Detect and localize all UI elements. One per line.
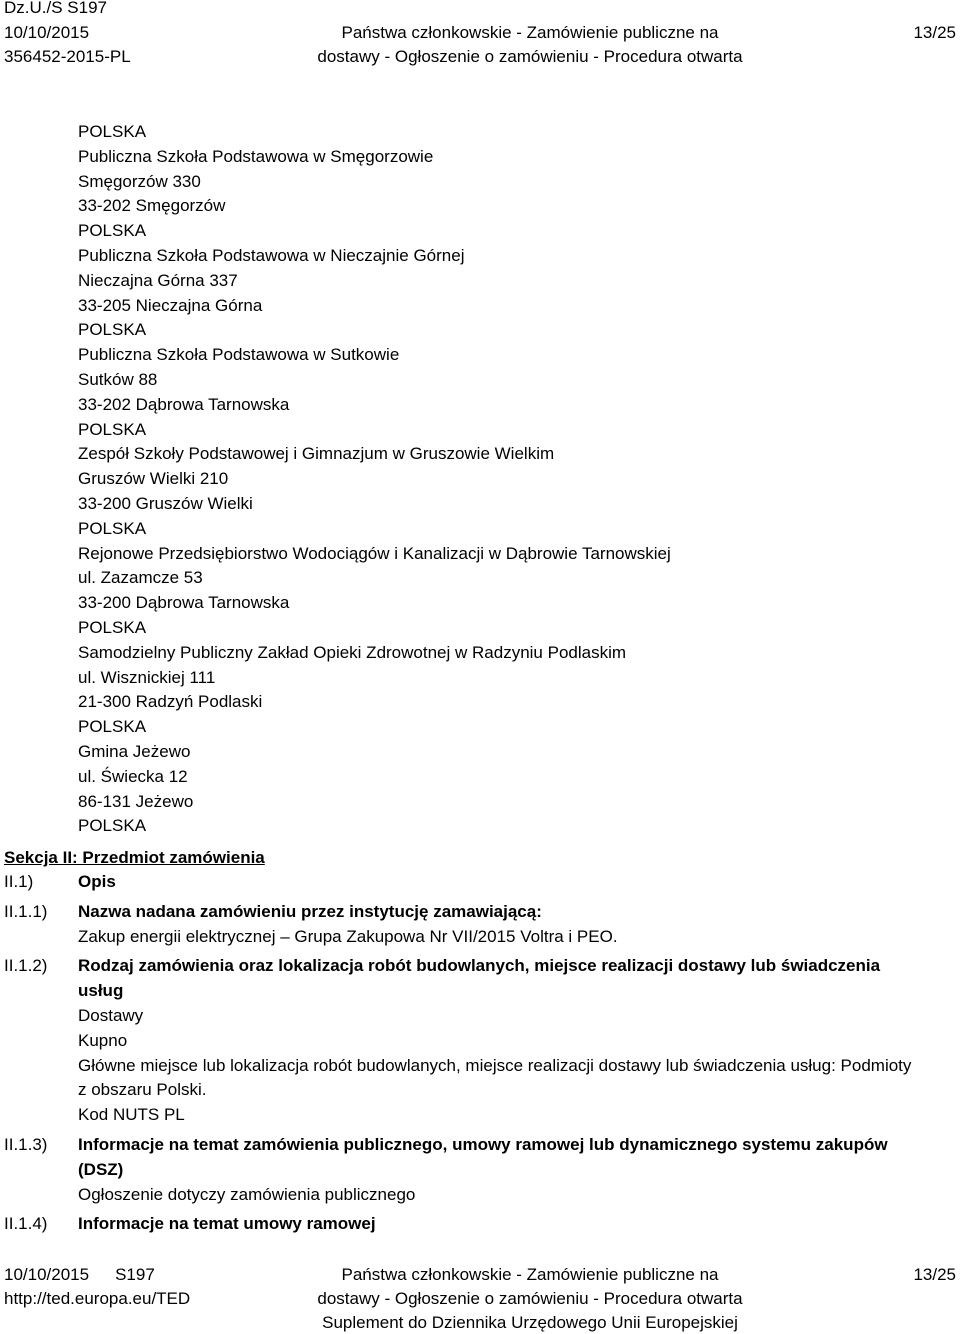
address-line: Gmina Jeżewo: [78, 741, 191, 761]
address-line: Gruszów Wielki 210: [78, 469, 229, 489]
section-row-ii11: [4, 900, 954, 950]
field-label: Informacje na temat umowy ramowej: [78, 1214, 376, 1234]
address-line: POLSKA: [78, 617, 147, 637]
field-label: Nazwa nadana zamówieniu przez instytucję zamawiającą:: [78, 901, 542, 921]
address-line: 86-131 Jeżewo: [78, 791, 194, 811]
address-line: POLSKA: [78, 122, 147, 141]
field-value: Ogłoszenie dotyczy zamówienia publicznego: [78, 1184, 416, 1204]
address-line: 21-300 Radzyń Podlaski: [78, 692, 263, 712]
address-line: Zespół Szkoły Podstawowej i Gimnazjum w Gruszowie Wielkim: [78, 444, 555, 464]
address-line: POLSKA: [78, 221, 147, 241]
field-label: Rodzaj zamówienia oraz lokalizacja robót budowlanych, miejsce realizacji dostawy lub świadczenia: [78, 956, 881, 976]
address-line: Smęgorzów 330: [78, 171, 201, 191]
address-line: ul. Świecka 12: [78, 766, 188, 786]
section-number: II.1): [4, 872, 34, 891]
address-line: Samodzielny Publiczny Zakład Opieki Zdrowotnej w Radzyniu Podlaskim: [78, 642, 627, 662]
section-number: II.1.2): [4, 956, 48, 976]
address-line: 33-202 Dąbrowa Tarnowska: [78, 394, 290, 414]
footer-url[interactable]: http://ted.europa.eu/TED: [4, 1289, 191, 1308]
footer-series: S197: [115, 1265, 155, 1284]
footer-title-line2: dostawy - Ogłoszenie o zamówieniu - Procedura otwarta: [317, 1289, 743, 1308]
section-body: [78, 900, 954, 950]
section-ii: [4, 845, 954, 1237]
address-line: Nieczajna Górna 337: [78, 270, 238, 290]
journal-ref: Dz.U./S S197: [4, 0, 107, 17]
address-line: POLSKA: [78, 717, 147, 737]
page-header: [0, 0, 960, 72]
address-line: POLSKA: [78, 518, 147, 538]
field-value: Kod NUTS PL: [78, 1105, 185, 1125]
address-line: POLSKA: [78, 419, 147, 439]
section-row-ii1: [4, 870, 954, 895]
section-body: [78, 954, 954, 1128]
field-label: usług: [78, 981, 124, 1001]
address-line: Sutków 88: [78, 369, 158, 389]
address-line: ul. Wisznickiej 111: [78, 667, 216, 687]
section-row-ii14: [4, 1212, 954, 1237]
section-number: II.1.3): [4, 1134, 48, 1154]
section-body: [78, 1133, 954, 1207]
field-value: Kupno: [78, 1030, 128, 1050]
page-footer: [0, 1262, 960, 1334]
address-line: POLSKA: [78, 320, 147, 340]
address-line: ul. Zazamcze 53: [78, 568, 203, 588]
field-value: Główne miejsce lub lokalizacja robót budowlanych, miejsce realizacji dostawy lub świadczenia usług: Podmioty: [78, 1055, 912, 1075]
section-heading: Opis: [78, 872, 116, 891]
address-line: Publiczna Szkoła Podstawowa w Nieczajnie Górnej: [78, 245, 465, 265]
header-title-line1: Państwa członkowskie - Zamówienie publiczne na: [341, 23, 719, 42]
footer-date: 10/10/2015: [4, 1265, 90, 1284]
section-number: II.1.4): [4, 1214, 48, 1234]
footer-title-line3: Suplement do Dziennika Urzędowego Unii Europejskiej: [322, 1313, 738, 1332]
address-list: [78, 120, 671, 839]
field-value: Zakup energii elektrycznej – Grupa Zakupowa Nr VII/2015 Voltra i PEO.: [78, 926, 618, 946]
field-value: z obszaru Polski.: [78, 1080, 207, 1100]
address-line: Rejonowe Przedsiębiorstwo Wodociągów i Kanalizacji w Dąbrowie Tarnowskiej: [78, 543, 671, 563]
footer-title-line1: Państwa członkowskie - Zamówienie publiczne na: [341, 1265, 719, 1284]
section-title: Sekcja II: Przedmiot zamówienia: [4, 848, 265, 867]
address-line: Publiczna Szkoła Podstawowa w Sutkowie: [78, 345, 400, 365]
address-line: 33-205 Nieczajna Górna: [78, 295, 263, 315]
address-line: 33-202 Smęgorzów: [78, 196, 226, 216]
header-title-line2: dostawy - Ogłoszenie o zamówieniu - Procedura otwarta: [317, 47, 743, 66]
address-line: 33-200 Gruszów Wielki: [78, 493, 253, 513]
section-row-ii13: [4, 1133, 954, 1207]
address-line: 33-200 Dąbrowa Tarnowska: [78, 593, 290, 613]
field-label: Informacje na temat zamówienia publicznego, umowy ramowej lub dynamicznego systemu zakupów: [78, 1134, 888, 1154]
field-value: Dostawy: [78, 1005, 144, 1025]
footer-page-number: 13/25: [913, 1265, 956, 1284]
doc-id: 356452-2015-PL: [4, 47, 131, 66]
header-date: 10/10/2015: [4, 23, 90, 42]
header-page-number: 13/25: [913, 23, 956, 42]
address-line: POLSKA: [78, 816, 147, 836]
field-label: (DSZ): [78, 1159, 124, 1179]
section-number: II.1.1): [4, 901, 48, 921]
section-row-ii12: [4, 954, 954, 1128]
address-line: Publiczna Szkoła Podstawowa w Smęgorzowie: [78, 146, 434, 166]
